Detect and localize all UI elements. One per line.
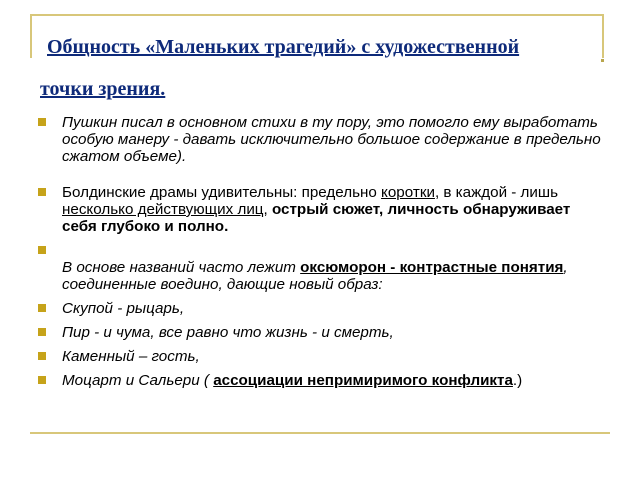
bullet-item-4 xyxy=(38,300,608,317)
bullet-item-2 xyxy=(38,184,608,235)
frame-top-line xyxy=(30,14,604,16)
frame-corner-dot xyxy=(601,59,604,62)
bullet-item-7 xyxy=(38,372,608,389)
bullet-item-1 xyxy=(38,114,608,165)
bullet-2-bold-text: острый сюжет, личность обнаруживает себя глубоко и полно. xyxy=(62,201,571,235)
bullet-2-underlined-short: коротки xyxy=(381,184,435,201)
bullet-3-oxymoron-text: оксюморон - контрастные понятия xyxy=(300,259,564,276)
bullet-3-text-b: , соединенные воедино, дающие новый образ: xyxy=(62,259,568,293)
bullet-4-text: Скупой - рыцарь, xyxy=(62,300,185,317)
bullet-5-text: Пир - и чума, все равно что жизнь - и смерть, xyxy=(62,324,394,341)
slide-title-line-2: точки зрения. xyxy=(40,78,166,100)
slide-title-line-1: Общность «Маленьких трагедий» с художественной xyxy=(47,36,520,58)
bullet-6-text: Каменный – гость, xyxy=(62,348,200,365)
frame-left-line xyxy=(30,14,32,58)
bullet-2-text-b: , в каждой - лишь xyxy=(434,184,558,201)
bullet-1-text: Пушкин писал в основном стихи в ту пору, это помогло ему выработать особую манеру - давать исключительно большое содержание в предельно сжатом объеме). xyxy=(62,114,601,165)
frame-bottom-line xyxy=(30,432,610,434)
bullet-item-3 xyxy=(38,242,608,293)
bullet-2-underlined-characters: несколько действующих лиц xyxy=(62,201,264,218)
bullet-3-spacer xyxy=(62,242,608,259)
bullet-item-5 xyxy=(38,324,608,341)
bullet-item-6 xyxy=(38,348,608,365)
bullet-3-text-a: В основе названий часто лежит xyxy=(62,259,301,276)
bullet-2-text-a: Болдинские драмы удивительны: предельно xyxy=(62,184,382,201)
bullet-7-conflict-text: ассоциации непримиримого конфликта xyxy=(213,372,513,389)
bullet-2-text-c: , xyxy=(263,201,272,218)
bullet-list xyxy=(38,114,608,389)
bullet-7-text-b: .) xyxy=(512,372,523,389)
frame-right-line xyxy=(602,14,604,58)
bullet-7-text-a: Моцарт и Сальери ( xyxy=(62,372,214,389)
